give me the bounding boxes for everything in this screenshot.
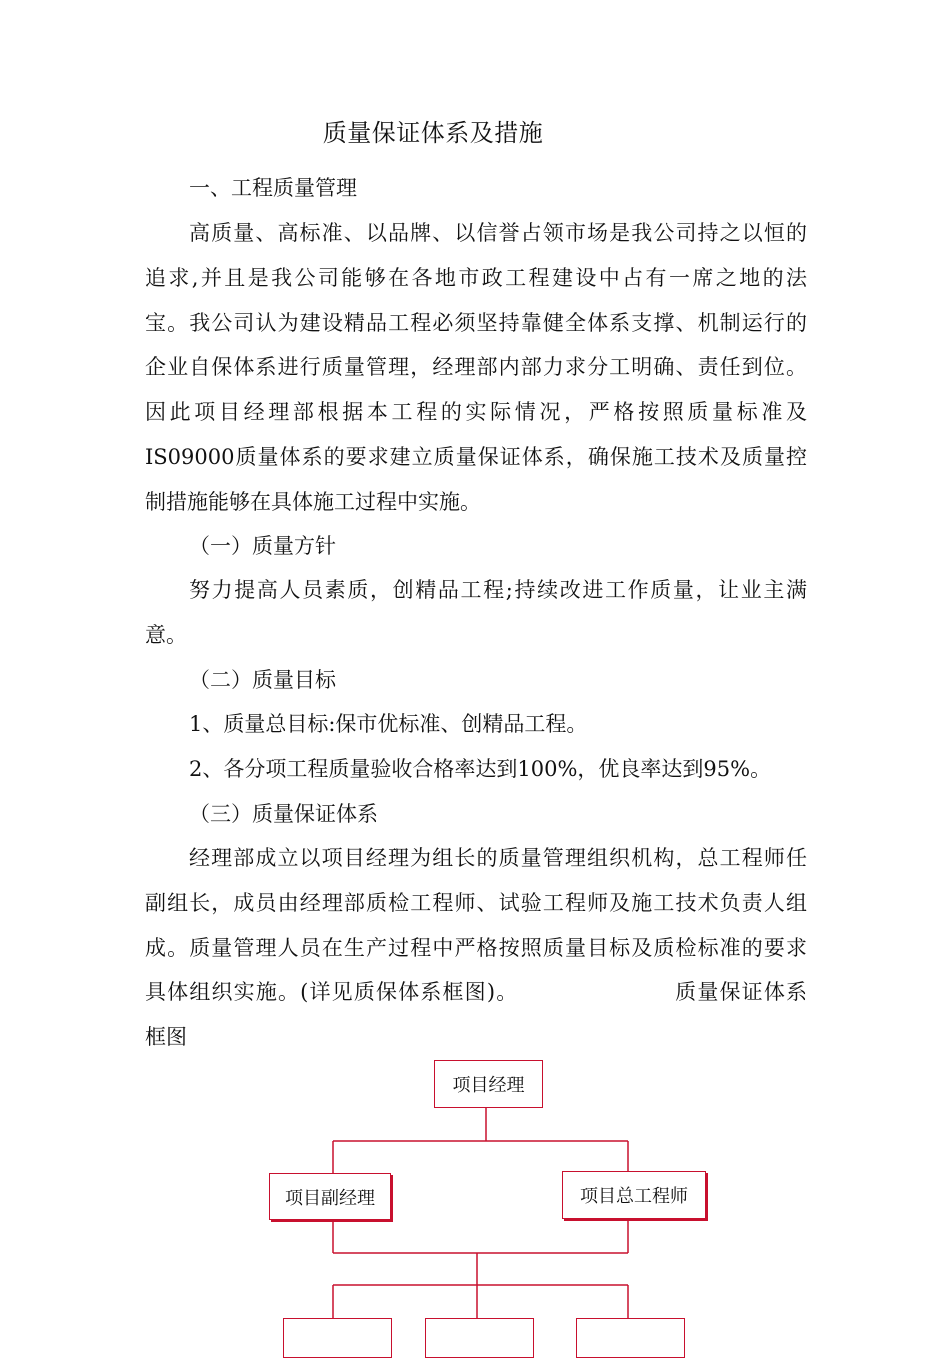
org-box-bottom-2 [425, 1318, 534, 1358]
quality-goal-1: 1、质量总目标:保市优标准、创精品工程。 [189, 712, 588, 736]
paragraph-line: 宝。我公司认为建设精品工程必须坚持靠健全体系支撑、机制运行的 [145, 310, 807, 335]
subheading-quality-policy: （一）质量方针 [189, 534, 336, 558]
paragraph-line: 高质量、高标准、以品牌、以信誉占领市场是我公司持之以恒的 [189, 221, 807, 245]
paragraph-line: 成。质量管理人员在生产过程中严格按照质量目标及质检标准的要求 [145, 935, 807, 960]
paragraph-line: 努力提高人员素质，创精品工程;持续改进工作质量，让业主满 [189, 578, 807, 602]
subheading-quality-goals: （二）质量目标 [189, 668, 336, 692]
org-box-deputy-manager: 项目副经理 [269, 1173, 391, 1220]
org-box-bottom-3 [576, 1318, 685, 1358]
subheading-quality-assurance-system: （三）质量保证体系 [189, 802, 378, 826]
paragraph-quality-policy [145, 568, 807, 658]
paragraph-quality-management [145, 211, 807, 525]
paragraph-line: 经理部成立以项目经理为组长的质量管理组织机构，总工程师任 [189, 846, 807, 870]
paragraph-quality-assurance-system [145, 836, 807, 1060]
org-box-project-manager: 项目经理 [434, 1060, 543, 1108]
org-box-chief-engineer: 项目总工程师 [562, 1171, 706, 1219]
paragraph-line: 框图 [145, 1025, 187, 1050]
paragraph-line: 追求,并且是我公司能够在各地市政工程建设中占有一席之地的法 [145, 265, 807, 290]
section-heading-quality-management: 一、工程质量管理 [189, 176, 357, 200]
paragraph-line: 意。 [145, 622, 187, 647]
paragraph-line: 制措施能够在具体施工过程中实施。 [145, 489, 481, 514]
page-title: 质量保证体系及措施 [322, 119, 544, 147]
quality-goal-2: 2、各分项工程质量验收合格率达到100%，优良率达到95%。 [189, 757, 772, 781]
paragraph-line: 副组长，成员由经理部质检工程师、试验工程师及施工技术负责人组 [145, 890, 807, 915]
org-box-bottom-1 [283, 1318, 392, 1358]
paragraph-line: 因此项目经理部根据本工程的实际情况，严格按照质量标准及 [145, 400, 807, 425]
paragraph-line: 具体组织实施。(详见质保体系框图)。 质量保证体系 [145, 980, 807, 1005]
paragraph-line: IS09000质量体系的要求建立质量保证体系，确保施工技术及质量控 [145, 444, 807, 469]
paragraph-line: 企业自保体系进行质量管理，经理部内部力求分工明确、责任到位。 [145, 355, 807, 380]
